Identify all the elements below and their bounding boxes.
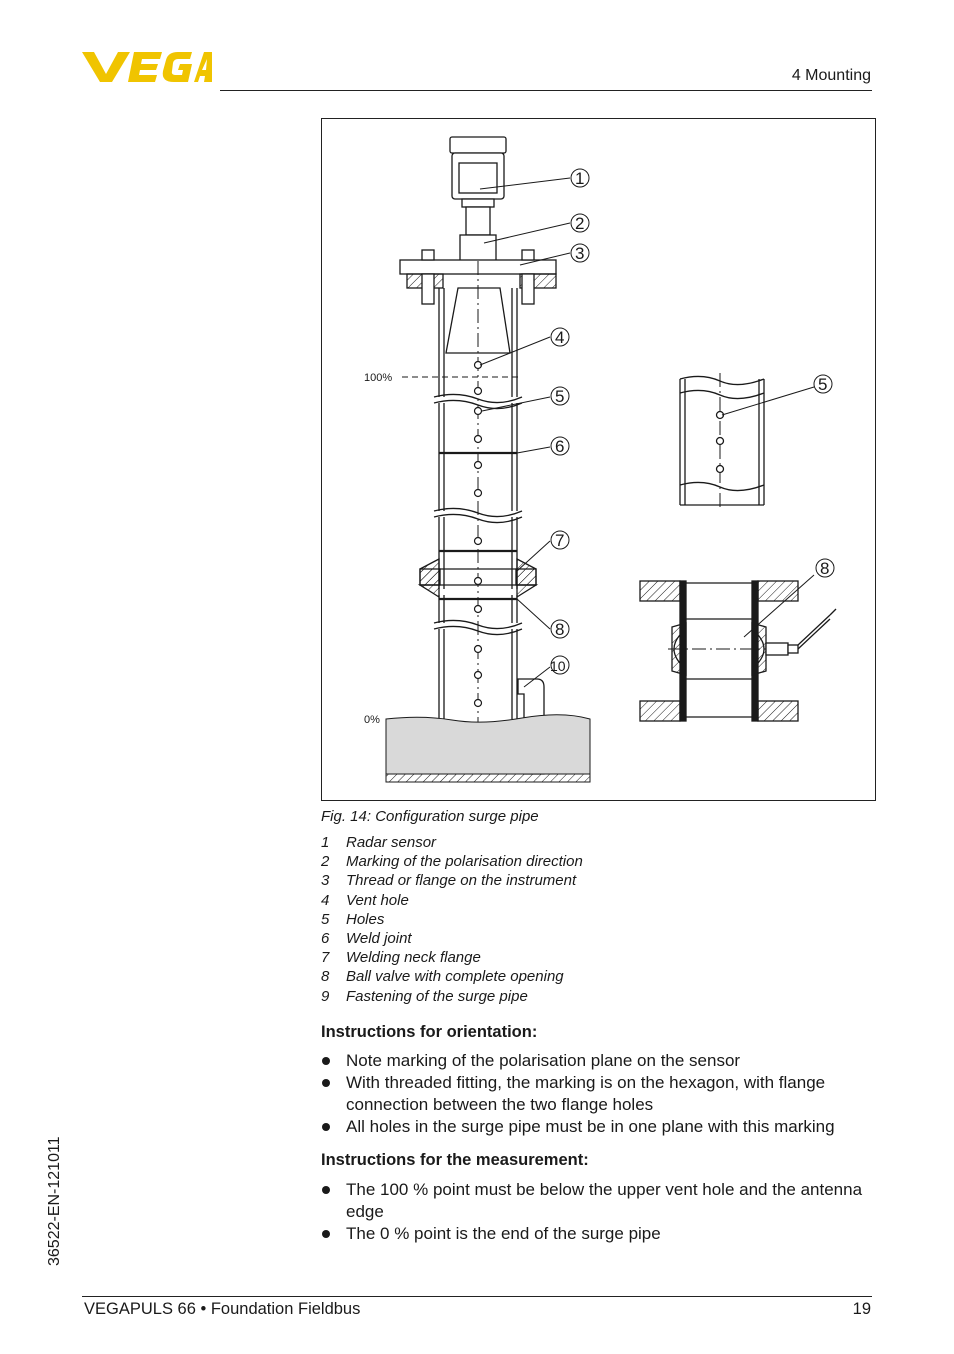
figure-legend — [321, 833, 583, 1006]
orientation-list — [321, 1050, 881, 1138]
detail-ball-valve — [640, 559, 836, 721]
bullet-item: All holes in the surge pipe must be in one plane with this marking — [321, 1116, 881, 1138]
section-title: 4 Mounting — [791, 67, 871, 84]
document-code: 36522-EN-121011 — [46, 1136, 63, 1266]
figure-surge-pipe — [321, 118, 876, 801]
legend-item: 9 Fastening of the surge pipe — [321, 987, 528, 1005]
level-100-label: 100% — [364, 372, 393, 384]
callout-4: 4 — [555, 328, 565, 347]
footer-divider — [82, 1296, 872, 1297]
surge-pipe-drawing — [322, 119, 875, 800]
header-divider — [220, 90, 872, 91]
bullet-item: Note marking of the polarisation plane on the sensor — [321, 1050, 881, 1072]
callout-5: 5 — [555, 387, 565, 406]
measurement-list — [321, 1179, 881, 1245]
callout-10: 10 — [550, 658, 566, 674]
tank-bottom — [386, 774, 590, 782]
figure-caption: Fig. 14: Configuration surge pipe — [321, 808, 539, 825]
callout-1: 1 — [575, 169, 585, 188]
level-0-label: 0% — [364, 714, 380, 726]
radar-sensor-housing — [450, 137, 506, 261]
detail-holes — [680, 373, 832, 509]
callout-6: 6 — [555, 437, 565, 456]
legend-item: 7 Welding neck flange — [321, 949, 481, 967]
bullet-item: The 0 % point is the end of the surge pipe — [321, 1223, 881, 1245]
callout-2: 2 — [575, 214, 585, 233]
legend-item: 2 Marking of the polarisation direction — [321, 853, 583, 871]
legend-item: 5 Holes — [321, 910, 385, 928]
vega-logo — [82, 50, 212, 84]
callout-3: 3 — [575, 244, 585, 263]
bullet-item: The 100 % point must be below the upper vent hole and the antenna edge — [321, 1179, 881, 1223]
legend-item: 1 Radar sensor — [321, 834, 437, 851]
callout-8-detail: 8 — [820, 559, 830, 578]
callout-5-detail: 5 — [818, 375, 828, 394]
footer-product: VEGAPULS 66 • Foundation Fieldbus — [84, 1300, 361, 1318]
page-number: 19 — [852, 1300, 871, 1318]
legend-item: 6 Weld joint — [321, 929, 412, 947]
liquid-surface — [386, 715, 590, 774]
callout-8: 8 — [555, 620, 565, 639]
orientation-heading: Instructions for orientation: — [321, 1023, 538, 1041]
legend-item: 3 Thread or flange on the instrument — [321, 872, 577, 890]
measurement-heading: Instructions for the measurement: — [321, 1151, 589, 1169]
bullet-item: With threaded fitting, the marking is on the hexagon, with flange connection between the two flange holes — [321, 1072, 881, 1116]
callout-7: 7 — [555, 531, 565, 550]
legend-item: 4 Vent hole — [321, 891, 409, 909]
legend-item: 8 Ball valve with complete opening — [321, 968, 564, 986]
